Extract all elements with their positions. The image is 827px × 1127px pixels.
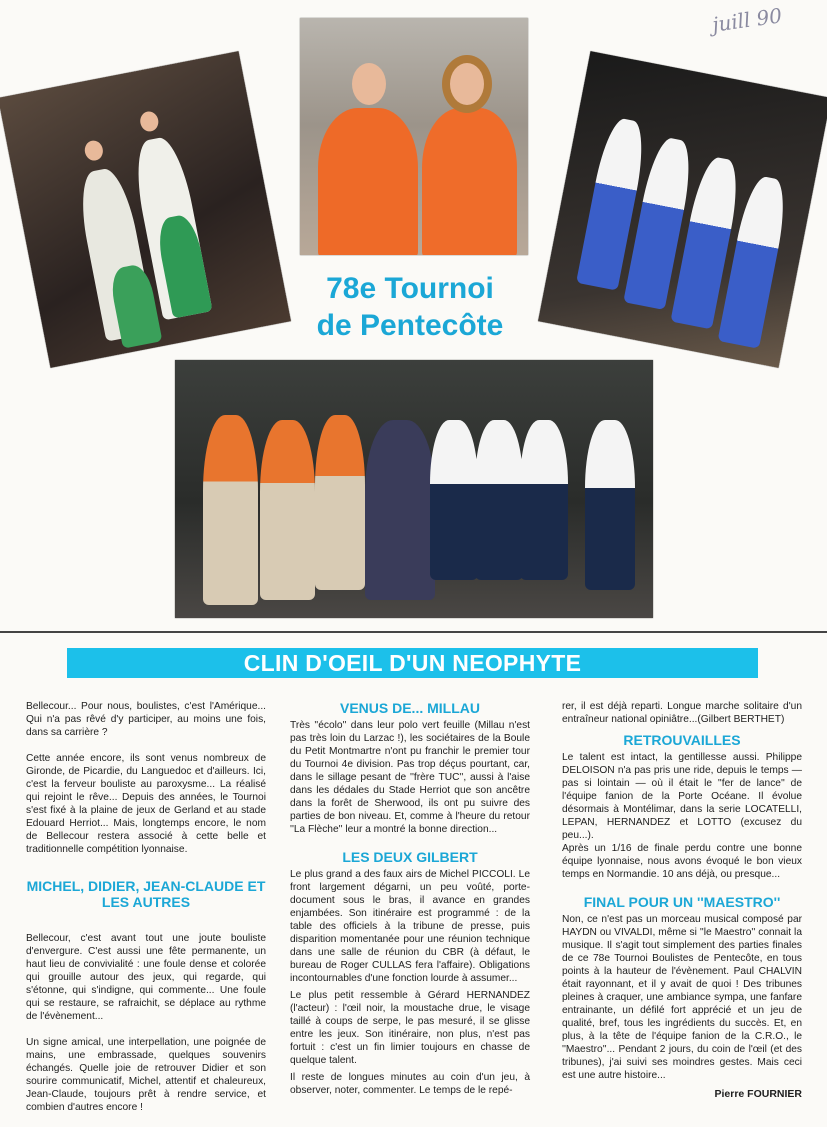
- section-heading: RETROUVAILLES: [623, 732, 741, 748]
- paragraph: Bellecour... Pour nous, boulistes, c'est l'Amérique... Qui n'a pas rêvé d'y participer, au moins une fois, dans sa carrière ?: [26, 701, 266, 738]
- section-heading: VENUS DE... MILLAU: [339, 700, 480, 716]
- paragraph: Le plus petit ressemble à Gérard HERNANDEZ (l'acteur) : l'œil noir, la moustache drue, le visage taillé à coups de serpe, le pas mesuré, il se glisse entre les jeux. Son itinéraire, non plus, n'est pas fortuit : c'est un fin limier toujours en chasse de quelque talent.: [290, 990, 530, 1066]
- paragraph: Le plus grand a des faux airs de Michel PICCOLI. Le front largement dégarni, un peu voûté, porte-document sous le bras, il avance en grandes enjambées. Son itinéraire est programmé : de la table des officiels à la tribune de presse, puis disparition momentanée pour une réunion technique dans une salle de réunion du CBR (à défaut, le bureau de Roger CULLAS fera l'affaire). Obligations incontournables d'une fonction lourde à assumer...: [290, 869, 530, 984]
- article-banner: CLIN D'OEIL D'UN NEOPHYTE: [67, 648, 758, 678]
- section-heading: FINAL POUR UN ''MAESTRO'': [583, 894, 781, 910]
- article-column-2: [290, 700, 530, 1101]
- section-heading: LES DEUX GILBERT: [342, 849, 478, 865]
- paragraph: Le talent est intact, la gentillesse aussi. Philippe DELOISON n'a pas pris une ride, depuis le temps — pas si lointain — où il était le ''fer de lance'' de l'équipe fanion de la Porte Océane. Il évolue désormais à Montélimar, dans la serie LOCATELLI, LEPAN, HERNANDEZ et LOTTO (excusez du peu...).: [562, 752, 802, 841]
- paragraph: rer, il est déjà reparti. Longue marche solitaire d'un entraîneur national opiniâtre...(Gilbert BERTHET): [562, 701, 802, 725]
- article-column-1: [26, 700, 266, 1127]
- photo-group-officials-and-players: [175, 360, 653, 618]
- paragraph: Très ''écolo'' dans leur polo vert feuille (Millau n'est pas très loin du Larzac !), les sociétaires de la Boule du Petit Montmartre n'ont pu franchir le premier tour du Tournoi 4e division. Pas trop déçus pourtant, car, dans le sillage pesant de ''frère TUC'', aussi à l'aise dans les dédales du Stade Herriot que son ancêtre dans la forêt de Sherwood, ils ont pu suivre des parties de bon niveau. Et, comme à l'heure du retour ''La Flèche'' leur a montré la bonne direction...: [290, 720, 530, 835]
- handwritten-date-note: juill 90: [710, 3, 784, 37]
- page-title: [290, 270, 530, 344]
- paragraph: Il reste de longues minutes au coin d'un jeu, à observer, noter, commenter. Le temps de le repé-: [290, 1072, 530, 1096]
- article-column-3: [562, 700, 802, 1101]
- paragraph: Bellecour, c'est avant tout une joute bouliste d'envergure. C'est aussi une fête permanente, un haut lieu de convivialité : une foule dense et colorée qui grouille autour des jeux, qui regarde, qui s'étonne, qui s'indigne, qui commente... Une foule qui se restaure, se rafraichit, se déplace au rythme de l'évènement...: [26, 933, 266, 1022]
- photo-team-green-tracksuits: [0, 51, 291, 368]
- photo-two-women-orange-jackets: [300, 18, 528, 255]
- title-line-2: de Pentecôte: [316, 309, 504, 342]
- section-heading: MICHEL, DIDIER, JEAN-CLAUDE ET LES AUTRES: [26, 878, 266, 910]
- author-signature: Pierre FOURNIER: [714, 1088, 802, 1100]
- photo-team-blue-trousers: [538, 51, 827, 368]
- paragraph: Après un 1/16 de finale perdu contre une bonne équipe lyonnaise, nous avons évoqué le bon vieux temps en Normandie. 10 ans déjà, ou presque...: [562, 843, 802, 880]
- paragraph: Un signe amical, une interpellation, une poignée de mains, une embrassade, quelques souvenirs échangés. Quelle joie de retrouver Didier et son sourire communicatif, Michel, attentif et chaleureux, Jean-Claude, toujours prêt à rendre service, et combien d'autres encore !: [26, 1037, 266, 1113]
- paragraph: Non, ce n'est pas un morceau musical composé par HAYDN ou VIVALDI, même si ''le Maestro'' connait la musique. Il s'agit tout simplement des parties finales de ce 78e Tournoi Boulistes de Pentecôte, en tous points à la hauteur de l'évènement. Paul CHALVIN était rayonnant, et il y avait de quoi ! Des tribunes pleines à craquer, une ambiance sympa, une fanfare entrainante, un défilé fort apprécié et un jeu de qualité, bref, tous les ingrédients du succès. Et, en plus, à la tête de l'équipe fanion de la C.R.O., le ''Maestro''... Pendant 2 jours, du coin de l'œil (et des tribunes), j'ai suivi ses moindres gestes. Mais ceci est une autre histoire...: [562, 914, 802, 1081]
- section-divider: [0, 631, 827, 633]
- title-line-1: 78e Tournoi: [326, 272, 494, 305]
- paragraph: Cette année encore, ils sont venus nombreux de Gironde, de Picardie, du Languedoc et d'ailleurs. Ici, c'est la ferveur bouliste au paroxysme... La réalisé qui rejoint le rêve... Depuis des années, le Tournoi s'est fixé à la plaine de jeux de Gerland et au stade Edouard Herriot... Mais, longtemps encore, le nom de Bellecour restera associé à cette belle et traditionnelle compétition lyonnaise.: [26, 753, 266, 855]
